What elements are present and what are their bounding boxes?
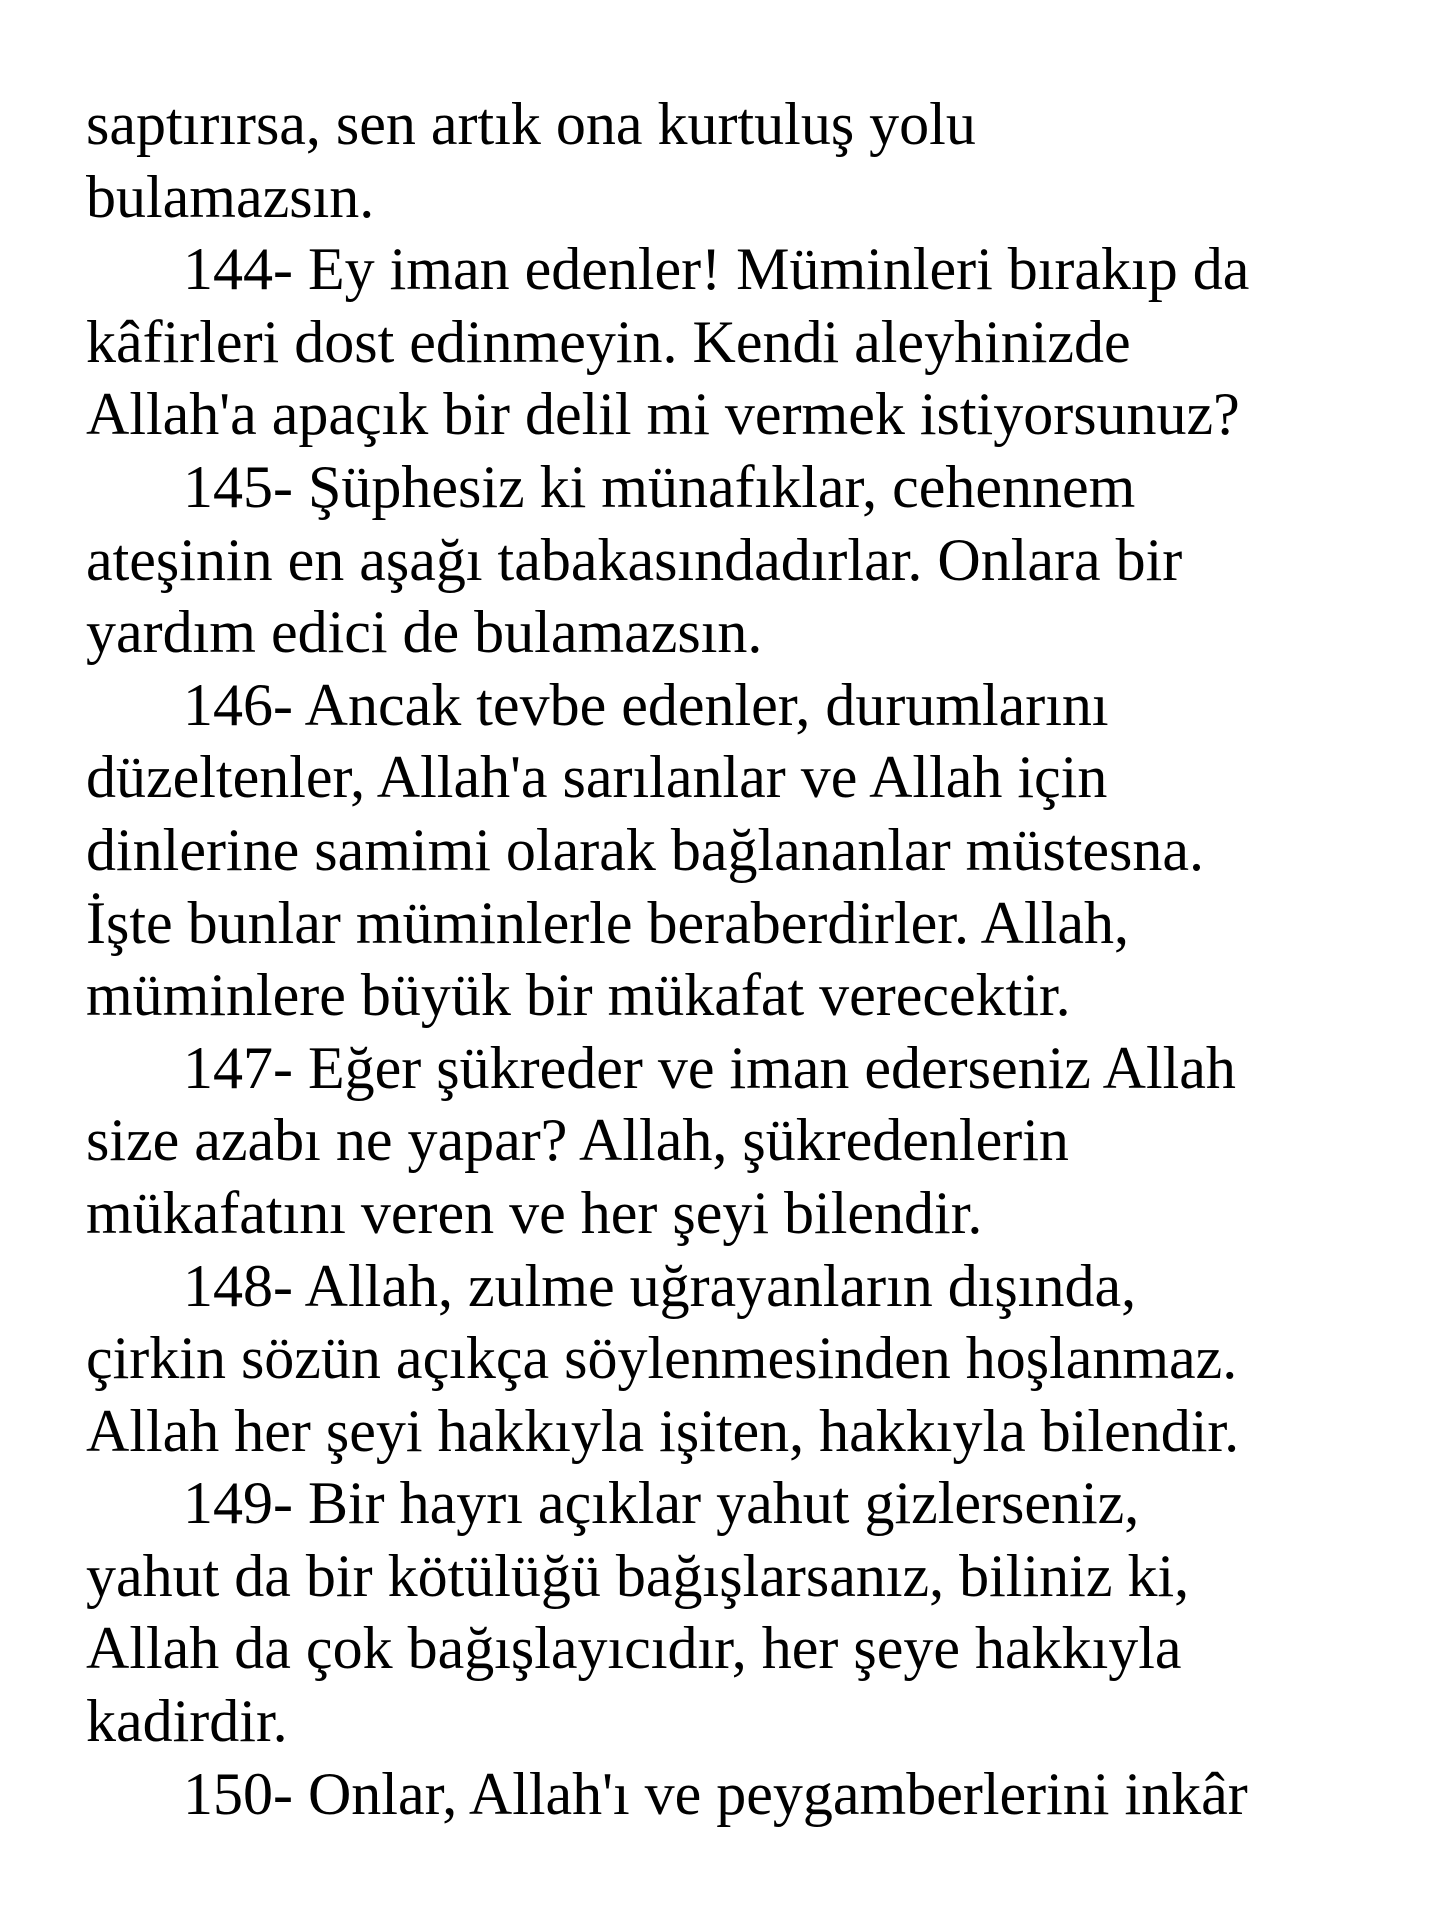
text-line: Allah da çok bağışlayıcıdır, her şeye hakkıyla [86, 1615, 1182, 1682]
text-line: düzeltenler, Allah'a sarılanlar ve Allah için [86, 744, 1108, 811]
verse-145-start: 145- Şüphesiz ki münafıklar, cehennem [183, 453, 1136, 520]
text-line: İşte bunlar müminlerle beraberdirler. Allah, [86, 889, 1129, 956]
text-line: saptırırsa, sen artık ona kurtuluş yolu [86, 91, 976, 157]
verse-146-start: 146- Ancak tevbe edenler, durumlarını [183, 671, 1109, 738]
verse-147-start: 147- Eğer şükreder ve iman ederseniz Allah [183, 1034, 1236, 1101]
document-text [86, 88, 1386, 1830]
text-line: yardım edici de bulamazsın. [86, 599, 763, 666]
text-line: yahut da bir kötülüğü bağışlarsanız, biliniz ki, [86, 1542, 1190, 1609]
text-line: Allah her şeyi hakkıyla işiten, hakkıyla bilendir. [86, 1397, 1240, 1464]
text-line: kadirdir. [86, 1688, 288, 1755]
document-page [86, 88, 1386, 1830]
text-line: ateşinin en aşağı tabakasındadırlar. Onlara bir [86, 526, 1183, 593]
text-line: size azabı ne yapar? Allah, şükredenlerin [86, 1107, 1069, 1174]
text-line: çirkin sözün açıkça söylenmesinden hoşlanmaz. [86, 1325, 1238, 1392]
text-line: kâfirleri dost edinmeyin. Kendi aleyhinizde [86, 308, 1131, 375]
text-line: müminlere büyük bir mükafat verecektir. [86, 962, 1071, 1029]
text-line: Allah'a apaçık bir delil mi vermek istiyorsunuz? [86, 381, 1240, 448]
verse-149-start: 149- Bir hayrı açıklar yahut gizlerseniz, [183, 1470, 1140, 1537]
text-line: mükafatını veren ve her şeyi bilendir. [86, 1179, 983, 1246]
text-line: dinlerine samimi olarak bağlananlar müstesna. [86, 816, 1204, 883]
verse-148-start: 148- Allah, zulme uğrayanların dışında, [183, 1252, 1137, 1319]
verse-150-start: 150- Onlar, Allah'ı ve peygamberlerini inkâr [183, 1760, 1248, 1827]
text-line: bulamazsın. [86, 163, 375, 230]
verse-144-start: 144- Ey iman edenler! Müminleri bırakıp da [183, 236, 1250, 303]
